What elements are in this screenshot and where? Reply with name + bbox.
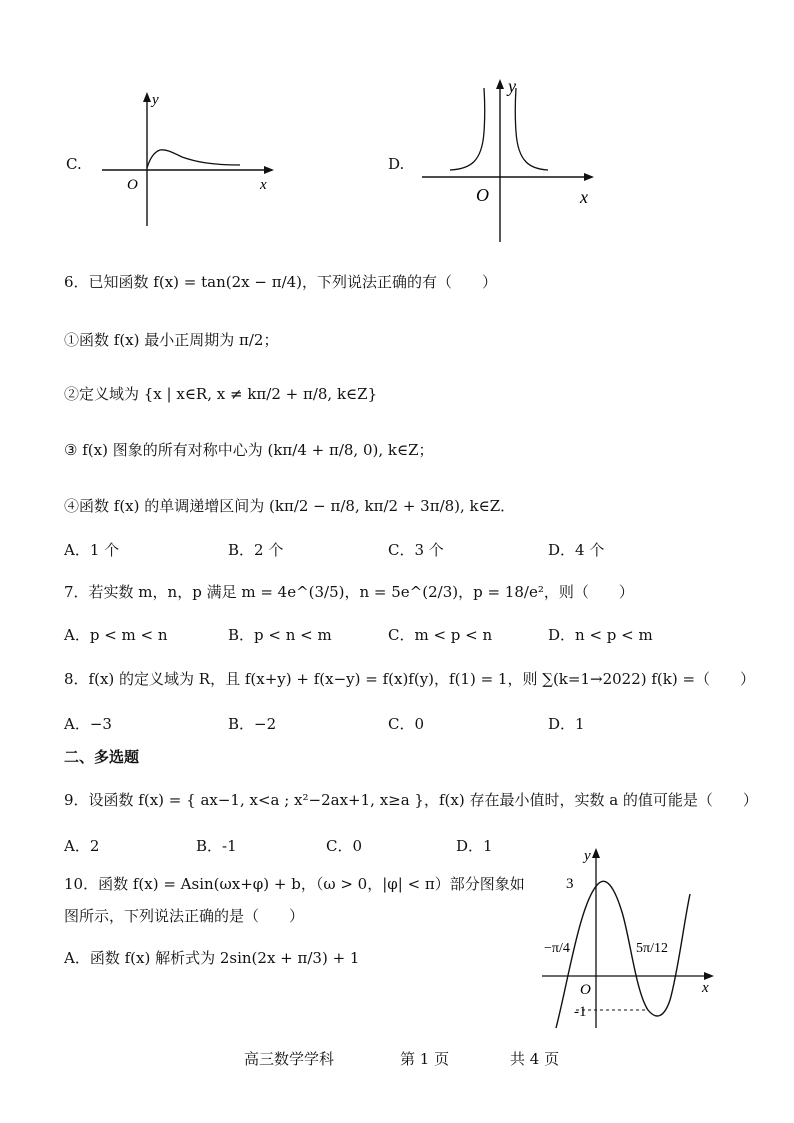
q8-option-d: D．1 xyxy=(548,715,585,733)
q10-line-1: 10．函数 f(x) = Asin(ωx+φ) + b，（ω > 0，|φ| < π）部分图象如 xyxy=(64,875,525,893)
graph-c-curve xyxy=(147,150,240,168)
q6-statement-4: ④函数 f(x) 的单调递增区间为 (kπ/2 − π/8, kπ/2 + 3π/8), k∈Z． xyxy=(64,497,516,515)
graph-c-y-label: y xyxy=(152,92,159,108)
q9-option-d: D．1 xyxy=(456,837,493,855)
graph-c-o-label: O xyxy=(127,177,138,193)
q8-option-b: B．−2 xyxy=(228,715,277,733)
option-c-label: C. xyxy=(66,155,82,173)
footer-page: 第 1 页 xyxy=(400,1050,450,1068)
footer-subject: 高三数学学科 xyxy=(244,1050,335,1068)
q10-x-label: x xyxy=(702,980,709,996)
q10-left-label: −π/4 xyxy=(544,941,570,956)
q7-option-a: A．p < m < n xyxy=(64,626,168,644)
q6-stem: 6．已知函数 f(x) = tan(2x − π/4)，下列说法正确的有（ ） xyxy=(64,273,498,291)
q6-statement-3: ③ f(x) 图象的所有对称中心为 (kπ/4 + π/8, 0), k∈Z； xyxy=(64,441,434,459)
graph-c xyxy=(100,88,280,230)
q10-line-2: 图所示，下列说法正确的是（ ） xyxy=(64,907,305,925)
q8-stem: 8．f(x) 的定义域为 R，且 f(x+y) + f(x−y) = f(x)f(y)，f(1) = 1，则 ∑(k=1→2022) f(k) =（ ） xyxy=(64,670,756,688)
q10-y-label: y xyxy=(584,848,591,864)
q6-statement-2: ②定义域为 {x | x∈R, x ≠ kπ/2 + π/8, k∈Z} xyxy=(64,385,378,403)
q10-o-label: O xyxy=(580,982,591,998)
q7-option-c: C．m < p < n xyxy=(388,626,493,644)
q6-option-a: A．1 个 xyxy=(64,541,120,559)
graph-d-x-label: x xyxy=(580,187,588,207)
graph-d-o-label: O xyxy=(476,185,489,205)
q10-graph xyxy=(536,842,722,1032)
q7-option-d: D．n < p < m xyxy=(548,626,653,644)
q9-option-b: B．-1 xyxy=(196,837,237,855)
q6-option-d: D．4 个 xyxy=(548,541,605,559)
graph-d-right-curve xyxy=(515,88,548,170)
q6-option-c: C．3 个 xyxy=(388,541,444,559)
section-heading: 二、多选题 xyxy=(64,748,140,766)
q7-option-b: B．p < n < m xyxy=(228,626,332,644)
q6-statement-1: ①函数 f(x) 最小正周期为 π/2； xyxy=(64,331,279,349)
q10-min-label: -1 xyxy=(574,1004,587,1020)
q10-right-label: 5π/12 xyxy=(636,941,668,956)
graph-d-left-curve xyxy=(450,88,485,170)
option-d-label: D. xyxy=(388,155,405,173)
footer-total: 共 4 页 xyxy=(510,1050,560,1068)
q7-stem: 7．若实数 m，n，p 满足 m = 4e^(3/5)，n = 5e^(2/3)，p = 18/e²，则（ ） xyxy=(64,583,634,601)
q8-option-a: A．−3 xyxy=(64,715,112,733)
graph-d xyxy=(420,74,600,246)
graph-d-y-label: y xyxy=(508,76,516,96)
q9-option-a: A．2 xyxy=(64,837,100,855)
q6-option-b: B．2 个 xyxy=(228,541,284,559)
q10-max-label: 3 xyxy=(566,876,574,892)
graph-c-x-label: x xyxy=(260,177,267,193)
q10-option-a: A．函数 f(x) 解析式为 2sin(2x + π/3) + 1 xyxy=(64,949,360,967)
q9-stem: 9．设函数 f(x) = { ax−1, x<a ; x²−2ax+1, x≥a }，f(x) 存在最小值时，实数 a 的值可能是（ ） xyxy=(64,791,758,809)
q9-option-c: C．0 xyxy=(326,837,363,855)
q8-option-c: C．0 xyxy=(388,715,425,733)
